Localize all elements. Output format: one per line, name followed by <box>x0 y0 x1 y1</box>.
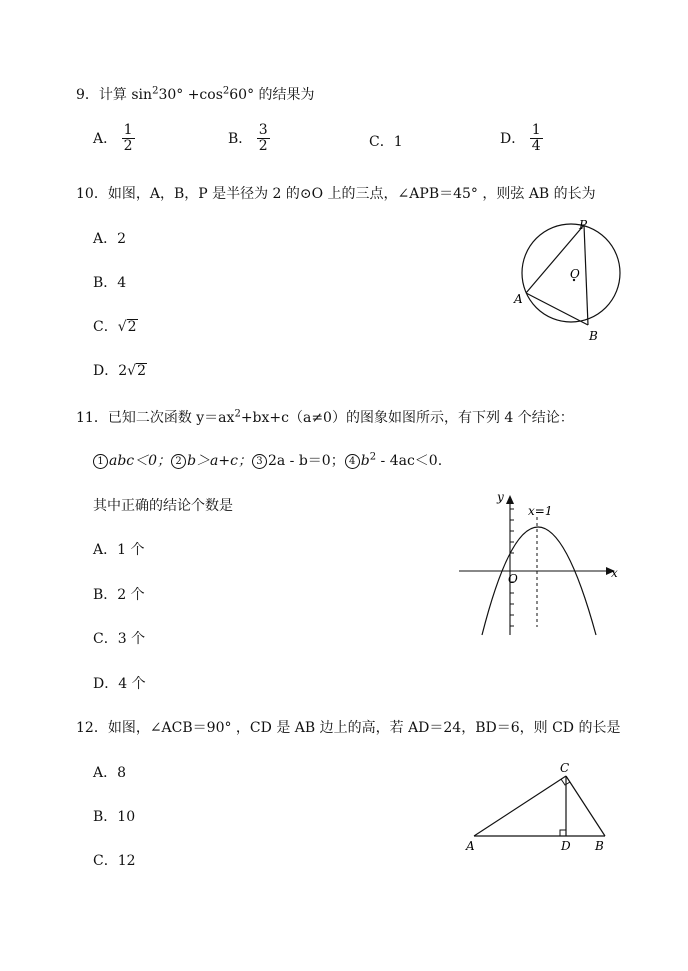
label-p: P <box>579 218 588 232</box>
label-b: B <box>595 839 604 853</box>
parabola-curve <box>482 527 596 635</box>
q11-option-d: D．4 个 <box>93 676 146 692</box>
q11-number: 11． <box>76 410 108 426</box>
q11-option-a: A．1 个 <box>93 542 145 558</box>
chord-pa <box>526 225 584 293</box>
label-b: B <box>589 329 598 343</box>
q11-stem: 11．已知二次函数 $y=ax^2+bx+c(a\ne 0)$的图象如图所示，有下列 4 个结论： <box>76 408 574 426</box>
q10-option-c: C．√2 <box>93 319 137 335</box>
q10-number: 10． <box>76 186 108 202</box>
q12-triangle-figure <box>462 756 617 856</box>
label-x: x <box>611 566 618 580</box>
label-o: O <box>570 267 580 281</box>
q12-option-c: C．12 <box>93 853 136 869</box>
q9-option-c: C．1 <box>369 134 403 150</box>
q10-stem: 10．如图，A，B，P 是半径为 2 的⊙O 上的三点，∠APB＝45° ，则弦 AB 的长为 <box>76 186 596 202</box>
chord-pb <box>584 225 588 325</box>
q11-prompt: 其中正确的结论个数是 <box>93 498 233 514</box>
side-bc <box>566 776 605 836</box>
q9-option-b: B． $\frac{3}{2}$ <box>228 122 268 155</box>
q9-option-d: D． $\frac{1}{4}$ <box>500 122 541 155</box>
q12-stem: 12．如图，∠ACB＝90° ，CD 是 AB 边上的高，若 AD＝24，BD＝6，则 CD 的长是 <box>76 720 621 736</box>
q10-option-d: D．2√2 <box>93 363 146 379</box>
q11-option-c: C．3 个 <box>93 631 146 647</box>
right-angle-mark-d <box>560 830 566 836</box>
fraction: $\frac{3}{2}$ <box>258 122 268 155</box>
q12-number: 12． <box>76 720 108 736</box>
fraction: $\frac{1}{4}$ <box>531 122 541 155</box>
q12-option-a: A．8 <box>93 765 127 781</box>
q10-option-a: A．2 <box>93 231 127 247</box>
label-origin: O <box>508 572 518 586</box>
side-ac <box>474 776 566 836</box>
label-c: C <box>560 761 570 775</box>
label-a: A <box>514 292 523 306</box>
fraction: $\frac{1}{2}$ <box>123 122 133 155</box>
q9-option-a: A． $\frac{1}{2}$ <box>93 122 133 155</box>
q11-option-b: B．2 个 <box>93 587 145 603</box>
q11-conclusions: 1 abc＜0； 2 b＞a+c； 3 2a - b＝0； 4 $b^2 - 4ac<0$. <box>93 450 442 470</box>
q9-stem: 9．计算 $\sin^230^\circ +\cos^260^\circ$ 的结果为 <box>76 85 315 103</box>
label-a: A <box>466 839 475 853</box>
q11-parabola-figure <box>455 487 625 639</box>
q10-circle-figure <box>505 215 635 345</box>
y-axis-arrow <box>506 495 514 504</box>
label-axis-x1: x=1 <box>528 504 553 518</box>
q10-option-b: B．4 <box>93 275 127 291</box>
q12-option-b: B．10 <box>93 809 136 825</box>
label-d: D <box>561 839 571 853</box>
q9-number: 9． <box>76 87 99 103</box>
label-y: y <box>497 490 504 504</box>
